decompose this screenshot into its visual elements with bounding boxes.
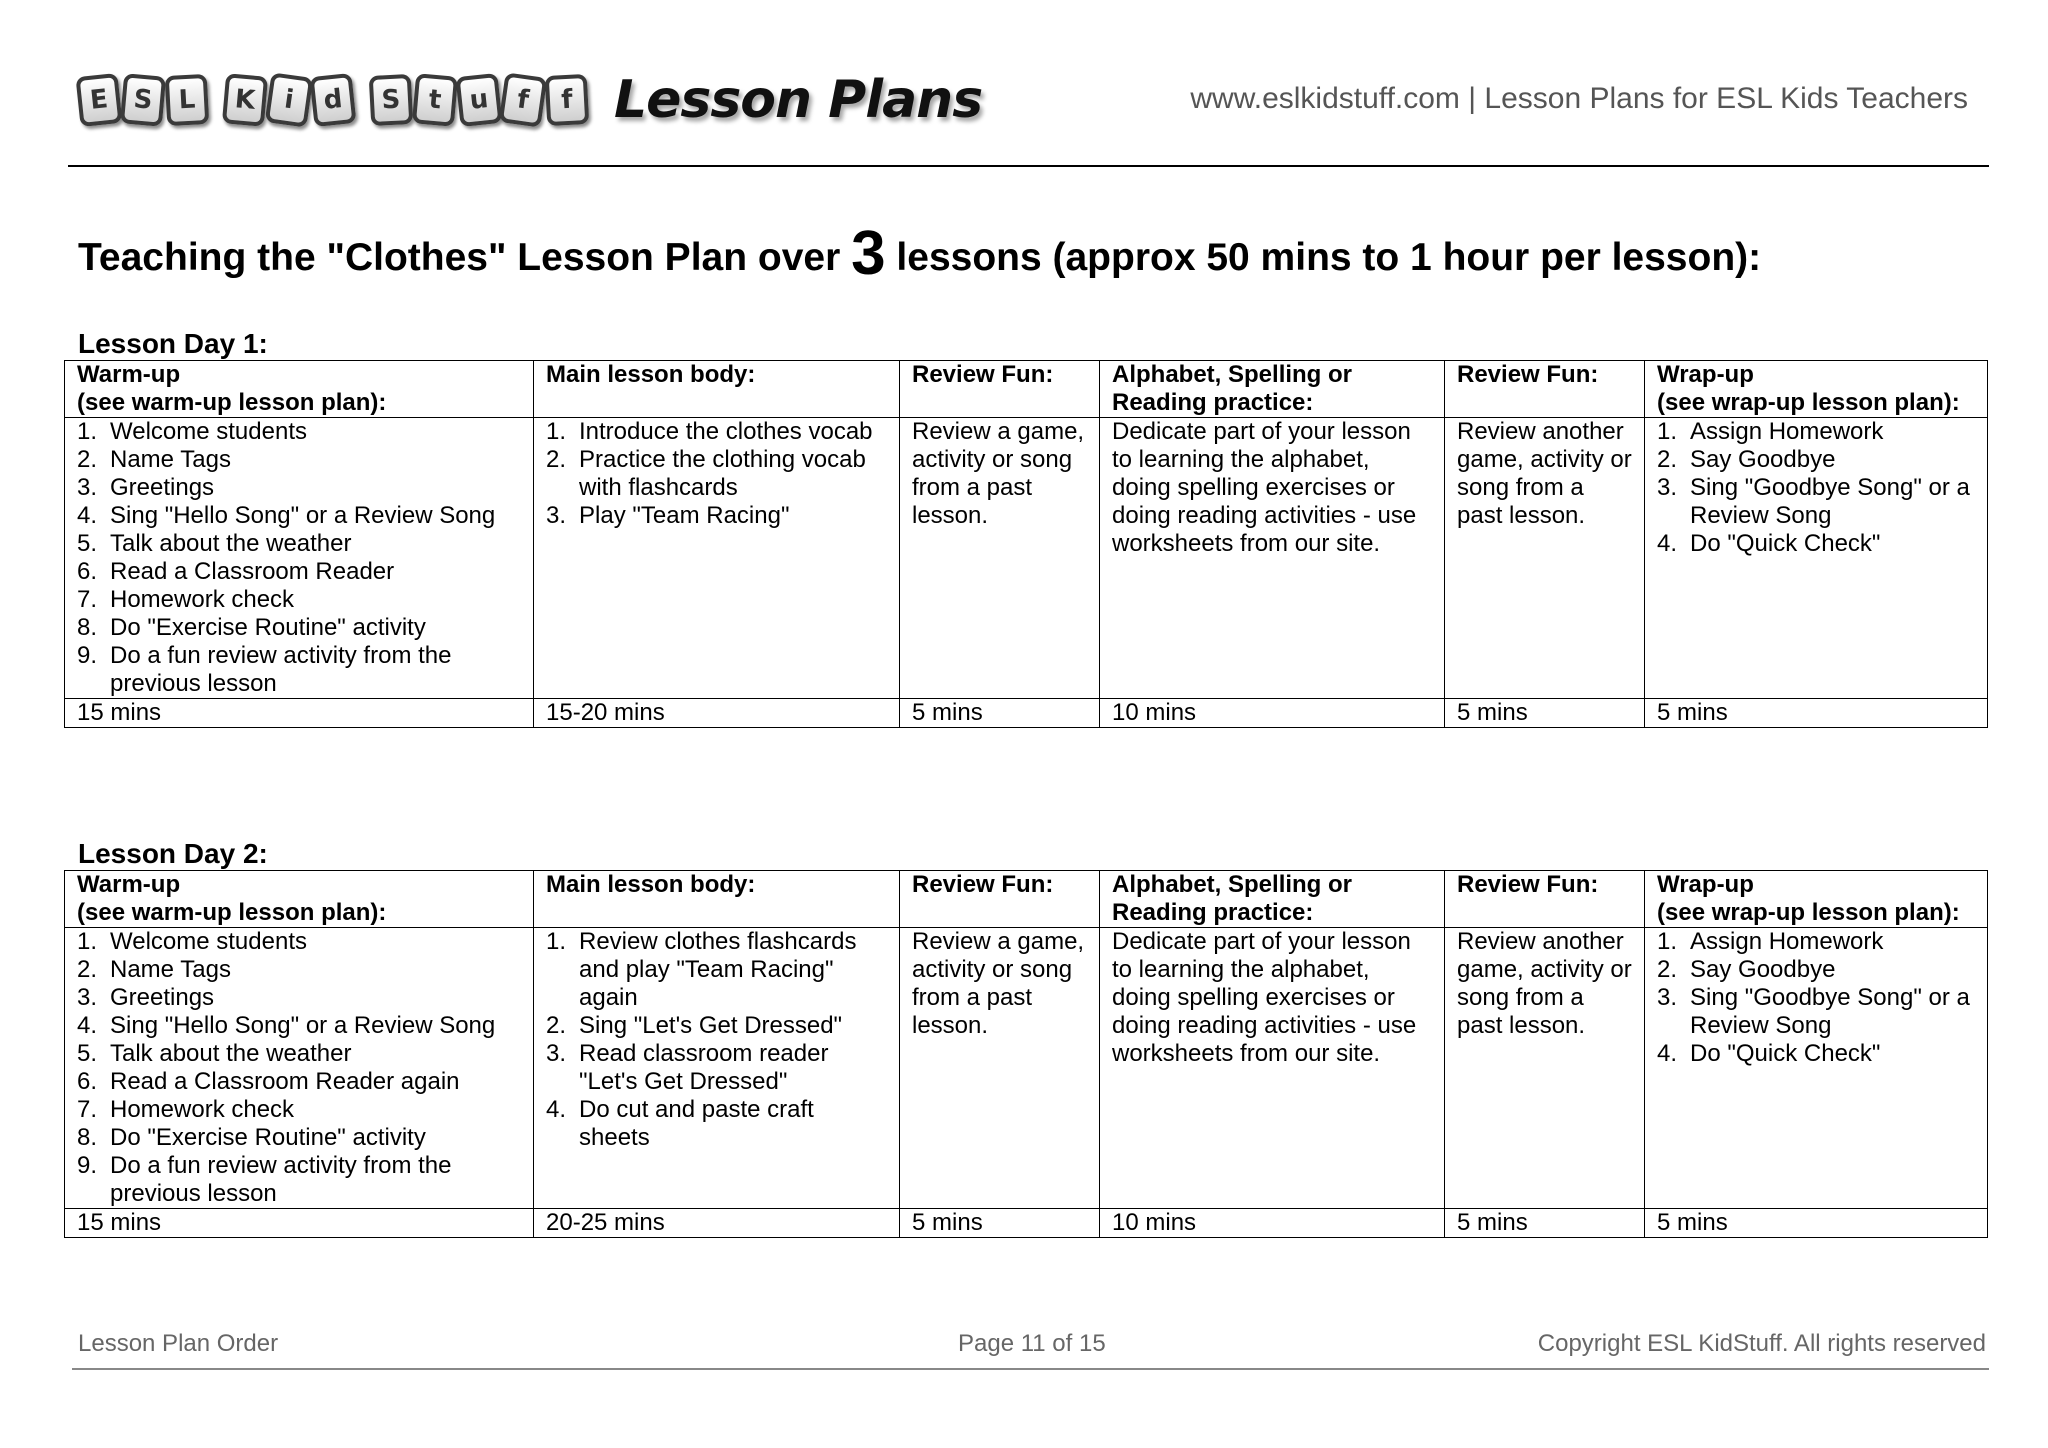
item-number: 3. bbox=[77, 474, 98, 501]
item-text: Play "Team Racing" bbox=[579, 502, 790, 529]
list-item bbox=[546, 502, 887, 530]
cell-text: Dedicate part of your lesson to learning the alphabet, doing spelling exercises or doing reading activities - use worksheets from our site. bbox=[1112, 418, 1417, 557]
item-number: 3. bbox=[1657, 474, 1678, 501]
logo-word-stuff bbox=[370, 75, 590, 125]
table-time-row bbox=[65, 1209, 1988, 1238]
warmup-list bbox=[77, 418, 521, 698]
item-text: Sing "Let's Get Dressed" bbox=[579, 1012, 843, 1039]
list-item bbox=[77, 558, 521, 586]
header-line: Reading practice: bbox=[1112, 389, 1314, 416]
review-fun-cell-2 bbox=[1445, 928, 1645, 1209]
item-text: Sing "Hello Song" or a Review Song bbox=[110, 502, 496, 529]
warmup-cell bbox=[65, 928, 534, 1209]
item-text: Welcome students bbox=[110, 418, 307, 445]
column-header-alphabet bbox=[1100, 871, 1445, 928]
item-text: Review clothes flashcards and play "Team Racing" again bbox=[579, 928, 857, 1011]
logo-block: L bbox=[165, 74, 210, 126]
logo-block: u bbox=[456, 73, 503, 127]
list-item bbox=[1657, 928, 1975, 956]
item-text: Assign Homework bbox=[1690, 418, 1884, 445]
warmup-cell bbox=[65, 418, 534, 699]
logo-block: i bbox=[265, 72, 314, 127]
item-text: Name Tags bbox=[110, 446, 231, 473]
header-divider bbox=[68, 165, 1989, 167]
item-text: Sing "Hello Song" or a Review Song bbox=[110, 1012, 496, 1039]
item-number: 1. bbox=[77, 928, 98, 955]
item-text: Practice the clothing vocab with flashcards bbox=[579, 446, 866, 501]
list-item bbox=[77, 928, 521, 956]
item-number: 7. bbox=[77, 586, 98, 613]
list-item bbox=[546, 446, 887, 502]
item-text: Say Goodbye bbox=[1690, 956, 1836, 983]
header-line: Review Fun: bbox=[1457, 871, 1599, 898]
item-number: 4. bbox=[77, 502, 98, 529]
header-line: Alphabet, Spelling or bbox=[1112, 871, 1353, 898]
main-body-list bbox=[546, 928, 887, 1152]
item-text: Say Goodbye bbox=[1690, 446, 1836, 473]
time-cell: 15-20 mins bbox=[534, 699, 900, 728]
item-text: Do "Quick Check" bbox=[1690, 530, 1881, 557]
column-header-review-1 bbox=[900, 871, 1100, 928]
item-text: Welcome students bbox=[110, 928, 307, 955]
time-cell: 5 mins bbox=[900, 699, 1100, 728]
header-line: (see warm-up lesson plan): bbox=[77, 899, 387, 926]
time-cell: 10 mins bbox=[1100, 699, 1445, 728]
wrapup-cell bbox=[1645, 928, 1988, 1209]
header-line: Wrap-up bbox=[1657, 871, 1754, 898]
main-body-list bbox=[546, 418, 887, 530]
alphabet-cell bbox=[1100, 418, 1445, 699]
item-number: 6. bbox=[77, 558, 98, 585]
item-number: 1. bbox=[1657, 418, 1678, 445]
item-text: Read classroom reader "Let's Get Dressed" bbox=[579, 1040, 829, 1095]
cell-text: Review a game, activity or song from a past lesson. bbox=[912, 928, 1085, 1039]
title-text-before: Teaching the "Clothes" Lesson Plan over bbox=[78, 236, 852, 279]
item-number: 2. bbox=[546, 1012, 567, 1039]
header-line: Main lesson body: bbox=[546, 361, 756, 388]
column-header-main bbox=[534, 361, 900, 418]
item-text: Greetings bbox=[110, 984, 215, 1011]
item-text: Do a fun review activity from the previous lesson bbox=[110, 1152, 452, 1207]
list-item bbox=[77, 642, 521, 698]
item-text: Sing "Goodbye Song" or a Review Song bbox=[1690, 474, 1970, 529]
column-header-wrapup bbox=[1645, 361, 1988, 418]
item-number: 9. bbox=[77, 1152, 98, 1179]
logo-block: t bbox=[412, 73, 458, 126]
main-body-cell bbox=[534, 928, 900, 1209]
lesson-day-2-table bbox=[64, 870, 1988, 1238]
logo-word-esl bbox=[78, 75, 210, 125]
logo-block: f bbox=[499, 72, 548, 127]
item-text: Name Tags bbox=[110, 956, 231, 983]
item-text: Do "Quick Check" bbox=[1690, 1040, 1881, 1067]
title-lesson-count: 3 bbox=[851, 219, 886, 288]
list-item bbox=[77, 984, 521, 1012]
item-number: 3. bbox=[546, 502, 567, 529]
item-text: Do "Exercise Routine" activity bbox=[110, 1124, 426, 1151]
item-number: 4. bbox=[1657, 530, 1678, 557]
list-item bbox=[77, 614, 521, 642]
list-item bbox=[546, 1012, 887, 1040]
list-item bbox=[546, 1096, 887, 1152]
time-cell: 10 mins bbox=[1100, 1209, 1445, 1238]
alphabet-cell bbox=[1100, 928, 1445, 1209]
column-header-review-2 bbox=[1445, 871, 1645, 928]
lesson-day-1-table bbox=[64, 360, 1988, 728]
wrapup-list bbox=[1657, 928, 1975, 1068]
main-body-cell bbox=[534, 418, 900, 699]
time-cell: 15 mins bbox=[65, 699, 534, 728]
logo-block: E bbox=[76, 73, 123, 127]
title-text-after: lessons (approx 50 mins to 1 hour per lesson): bbox=[885, 236, 1762, 279]
item-text: Talk about the weather bbox=[110, 530, 352, 557]
header-line: Review Fun: bbox=[912, 871, 1054, 898]
header-line: Reading practice: bbox=[1112, 899, 1314, 926]
page-title bbox=[78, 218, 1761, 289]
item-text: Talk about the weather bbox=[110, 1040, 352, 1067]
item-number: 5. bbox=[77, 530, 98, 557]
item-number: 5. bbox=[77, 1040, 98, 1067]
lesson-day-2-heading: Lesson Day 2: bbox=[78, 838, 268, 869]
page-header bbox=[0, 0, 2048, 170]
item-number: 2. bbox=[1657, 446, 1678, 473]
column-header-warmup bbox=[65, 361, 534, 418]
warmup-list bbox=[77, 928, 521, 1208]
time-cell: 5 mins bbox=[1645, 699, 1988, 728]
item-text: Homework check bbox=[110, 586, 295, 613]
cell-text: Review another game, activity or song from a past lesson. bbox=[1457, 928, 1632, 1039]
header-line: Main lesson body: bbox=[546, 871, 756, 898]
column-header-alphabet bbox=[1100, 361, 1445, 418]
item-text: Read a Classroom Reader bbox=[110, 558, 395, 585]
table-header-row bbox=[65, 361, 1988, 418]
list-item bbox=[77, 1096, 521, 1124]
list-item bbox=[77, 474, 521, 502]
list-item bbox=[546, 1040, 887, 1096]
item-number: 4. bbox=[77, 1012, 98, 1039]
cell-text: Review a game, activity or song from a past lesson. bbox=[912, 418, 1085, 529]
item-number: 2. bbox=[546, 446, 567, 473]
header-line: Review Fun: bbox=[1457, 361, 1599, 388]
item-number: 1. bbox=[1657, 928, 1678, 955]
item-number: 2. bbox=[1657, 956, 1678, 983]
header-line: (see wrap-up lesson plan): bbox=[1657, 389, 1960, 416]
item-number: 3. bbox=[77, 984, 98, 1011]
site-tagline: www.eslkidstuff.com | Lesson Plans for ESL Kids Teachers bbox=[1190, 82, 1968, 115]
item-text: Greetings bbox=[110, 474, 215, 501]
logo-block: f bbox=[545, 74, 590, 126]
item-number: 2. bbox=[77, 446, 98, 473]
logo-word-kid bbox=[224, 75, 356, 125]
list-item bbox=[77, 446, 521, 474]
time-cell: 20-25 mins bbox=[534, 1209, 900, 1238]
time-cell: 15 mins bbox=[65, 1209, 534, 1238]
item-text: Introduce the clothes vocab bbox=[579, 418, 873, 445]
item-number: 8. bbox=[77, 1124, 98, 1151]
footer-divider bbox=[72, 1368, 1989, 1370]
list-item bbox=[1657, 530, 1975, 558]
logo-block: K bbox=[222, 73, 268, 126]
list-item bbox=[77, 1012, 521, 1040]
time-cell: 5 mins bbox=[900, 1209, 1100, 1238]
footer-copyright: Copyright ESL KidStuff. All rights reserved bbox=[1537, 1330, 1986, 1357]
footer-page-number: Page 11 of 15 bbox=[958, 1330, 1106, 1357]
header-line: (see warm-up lesson plan): bbox=[77, 389, 387, 416]
list-item bbox=[546, 928, 887, 1012]
item-number: 1. bbox=[546, 418, 567, 445]
wrapup-cell bbox=[1645, 418, 1988, 699]
item-number: 6. bbox=[77, 1068, 98, 1095]
item-number: 4. bbox=[1657, 1040, 1678, 1067]
item-number: 1. bbox=[77, 418, 98, 445]
review-fun-cell-2 bbox=[1445, 418, 1645, 699]
item-number: 3. bbox=[1657, 984, 1678, 1011]
item-text: Do a fun review activity from the previous lesson bbox=[110, 642, 452, 697]
list-item bbox=[1657, 956, 1975, 984]
header-line: Warm-up bbox=[77, 361, 181, 388]
time-cell: 5 mins bbox=[1445, 699, 1645, 728]
item-text: Do "Exercise Routine" activity bbox=[110, 614, 426, 641]
list-item bbox=[1657, 474, 1975, 530]
review-fun-cell-1 bbox=[900, 418, 1100, 699]
item-number: 1. bbox=[546, 928, 567, 955]
header-line: (see wrap-up lesson plan): bbox=[1657, 899, 1960, 926]
column-header-review-2 bbox=[1445, 361, 1645, 418]
table-time-row bbox=[65, 699, 1988, 728]
list-item bbox=[77, 502, 521, 530]
item-number: 8. bbox=[77, 614, 98, 641]
cell-text: Dedicate part of your lesson to learning the alphabet, doing spelling exercises or doing reading activities - use worksheets from our site. bbox=[1112, 928, 1417, 1067]
list-item bbox=[77, 1124, 521, 1152]
wrapup-list bbox=[1657, 418, 1975, 558]
list-item bbox=[77, 1040, 521, 1068]
header-line: Wrap-up bbox=[1657, 361, 1754, 388]
time-cell: 5 mins bbox=[1445, 1209, 1645, 1238]
esl-kidstuff-logo bbox=[78, 62, 982, 138]
column-header-main bbox=[534, 871, 900, 928]
cell-text: Review another game, activity or song from a past lesson. bbox=[1457, 418, 1632, 529]
item-number: 4. bbox=[546, 1096, 567, 1123]
list-item bbox=[1657, 418, 1975, 446]
column-header-review-1 bbox=[900, 361, 1100, 418]
list-item bbox=[77, 586, 521, 614]
header-line: Warm-up bbox=[77, 871, 181, 898]
header-line: Review Fun: bbox=[912, 361, 1054, 388]
list-item bbox=[546, 418, 887, 446]
logo-block: S bbox=[120, 73, 166, 126]
item-text: Homework check bbox=[110, 1096, 295, 1123]
list-item bbox=[1657, 1040, 1975, 1068]
item-number: 2. bbox=[77, 956, 98, 983]
table-content-row bbox=[65, 928, 1988, 1209]
list-item bbox=[77, 1152, 521, 1208]
list-item bbox=[1657, 984, 1975, 1040]
item-number: 3. bbox=[546, 1040, 567, 1067]
logo-block: d bbox=[310, 73, 357, 127]
review-fun-cell-1 bbox=[900, 928, 1100, 1209]
list-item bbox=[77, 418, 521, 446]
column-header-warmup bbox=[65, 871, 534, 928]
header-line: Alphabet, Spelling or bbox=[1112, 361, 1353, 388]
footer-section-name: Lesson Plan Order bbox=[78, 1330, 279, 1357]
item-text: Sing "Goodbye Song" or a Review Song bbox=[1690, 984, 1970, 1039]
item-number: 9. bbox=[77, 642, 98, 669]
lesson-day-1-heading: Lesson Day 1: bbox=[78, 328, 268, 359]
item-text: Read a Classroom Reader again bbox=[110, 1068, 460, 1095]
item-number: 7. bbox=[77, 1096, 98, 1123]
list-item bbox=[77, 1068, 521, 1096]
item-text: Do cut and paste craft sheets bbox=[579, 1096, 814, 1151]
column-header-wrapup bbox=[1645, 871, 1988, 928]
list-item bbox=[77, 956, 521, 984]
logo-block: S bbox=[369, 74, 414, 126]
item-text: Assign Homework bbox=[1690, 928, 1884, 955]
time-cell: 5 mins bbox=[1645, 1209, 1988, 1238]
list-item bbox=[77, 530, 521, 558]
table-content-row bbox=[65, 418, 1988, 699]
logo-title: Lesson Plans bbox=[614, 70, 983, 130]
table-header-row bbox=[65, 871, 1988, 928]
list-item bbox=[1657, 446, 1975, 474]
